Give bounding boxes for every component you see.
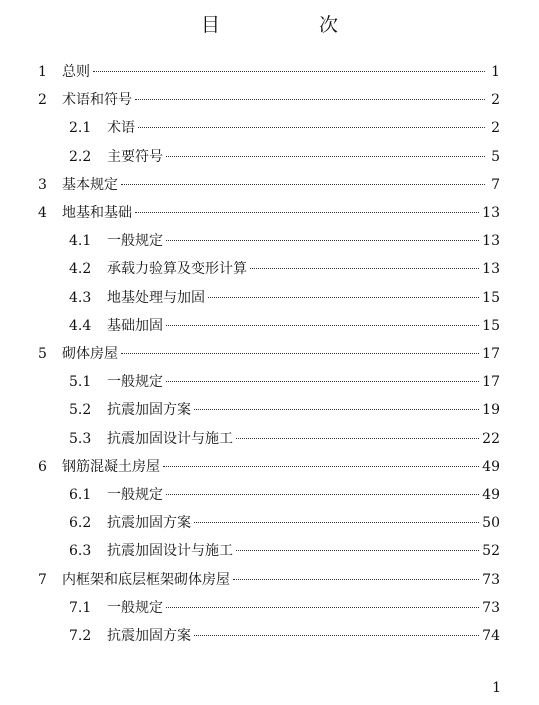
dot-leader [138,126,485,128]
toc-entry-label: 抗震加固方案 [107,628,191,644]
toc-entry-number: 4.3 [69,289,92,306]
toc-entry-label: 抗震加固设计与施工 [107,430,233,447]
toc-entry-number: 1 [38,64,47,80]
toc-entry[interactable] [69,429,500,449]
toc-entry-number: 7.1 [69,599,92,616]
toc-entry-label: 主要符号 [107,148,163,165]
toc-entry[interactable] [69,288,500,308]
toc-entry-page: 1 [491,64,500,80]
toc-entry-label: 基础加固 [107,317,163,334]
toc-entry-label: 抗震加固方案 [107,515,191,532]
dot-leader [166,324,479,326]
page-title: 目 次 [200,14,378,36]
toc-entry-page: 17 [482,374,500,391]
dot-leader [236,437,479,439]
toc-entry-number: 6.1 [69,487,92,503]
toc-entry-label: 内框架和底层框架砌体房屋 [62,571,230,588]
toc-entry-number: 4.1 [69,233,92,250]
toc-entry-number: 5.3 [69,430,92,447]
toc-entry-label: 基本规定 [62,176,118,193]
dot-leader [166,493,479,495]
toc-entry-number: 2.2 [69,148,92,165]
toc-entry-number: 4.2 [69,261,92,278]
toc-entry[interactable] [69,372,500,392]
toc-entry[interactable] [69,118,500,138]
toc-entry[interactable] [38,203,500,223]
toc-entry-page: 52 [482,543,500,560]
dot-leader [233,578,479,580]
toc-entry[interactable] [69,485,500,505]
toc-entry-page: 49 [482,487,500,503]
dot-leader [208,296,479,298]
dot-leader [121,352,479,354]
toc-entry[interactable] [38,344,500,364]
toc-entry-number: 6.3 [69,543,92,560]
toc-entry-label: 一般规定 [107,374,163,391]
toc-entry-page: 13 [482,261,500,278]
toc-entry-number: 2 [38,92,47,109]
toc-entry-page: 50 [482,515,500,532]
dot-leader [194,521,479,523]
toc-entry-page: 2 [491,92,500,109]
toc-entry-number: 6 [38,458,47,475]
toc-entry-number: 2.1 [69,120,92,137]
dot-leader [166,380,479,382]
toc-entry-label: 一般规定 [107,599,163,616]
dot-leader [93,70,485,72]
toc-entry[interactable] [69,316,500,336]
toc-entry-label: 承载力验算及变形计算 [107,261,247,278]
toc-entry[interactable] [69,259,500,279]
toc-entry-page: 13 [482,233,500,250]
toc-entry-page: 73 [482,571,500,588]
toc-entry[interactable] [38,175,500,195]
dot-leader [166,606,479,608]
toc-entry-page: 19 [482,402,500,419]
toc-entry[interactable] [38,457,500,477]
dot-leader [121,183,485,185]
toc-entry-page: 13 [482,205,500,221]
toc-entry-page: 73 [482,599,500,616]
toc-entry-label: 地基和基础 [62,205,132,221]
dot-leader [135,211,479,213]
toc-entry-page: 74 [482,628,500,644]
toc-entry[interactable] [38,570,500,590]
toc-entry-label: 抗震加固方案 [107,402,191,419]
dot-leader [135,98,485,100]
toc-entry-number: 5.1 [69,374,92,391]
toc-entry-number: 7 [38,571,47,588]
toc-entry-label: 地基处理与加固 [107,289,205,306]
toc-entry-label: 术语和符号 [62,92,132,109]
toc-entry-number: 6.2 [69,515,92,532]
toc-entry-page: 2 [491,120,500,137]
dot-leader [250,267,479,269]
toc-entry[interactable] [69,147,500,167]
toc-entry-page: 15 [482,289,500,306]
dot-leader [236,549,479,551]
dot-leader [166,239,479,241]
toc-entry-label: 一般规定 [107,487,163,503]
toc-entry[interactable] [69,513,500,533]
toc-entry-number: 4.4 [69,317,92,334]
dot-leader [163,465,479,467]
dot-leader [194,408,479,410]
toc-entry-number: 5 [38,346,47,362]
toc-entry-page: 22 [482,430,500,447]
toc-entry-number: 7.2 [69,628,92,644]
toc-entry-label: 抗震加固设计与施工 [107,543,233,560]
toc-entry-page: 49 [482,458,500,475]
toc-entry-page: 7 [491,176,500,193]
toc-entry-label: 总则 [62,64,90,80]
toc-entry-label: 一般规定 [107,233,163,250]
toc-entry-page: 17 [482,346,500,362]
toc-entry[interactable] [69,231,500,251]
page-number: 1 [492,680,501,696]
toc-entry-label: 钢筋混凝土房屋 [62,458,160,475]
toc-entry-number: 4 [38,205,47,221]
toc-entry-number: 3 [38,176,47,193]
toc-entry[interactable] [69,626,500,646]
toc-entry[interactable] [38,62,500,82]
toc-entry[interactable] [69,598,500,618]
toc-entry-label: 砌体房屋 [62,346,118,362]
toc-entry-page: 5 [491,148,500,165]
toc-entry[interactable] [38,90,500,110]
toc-entry-page: 15 [482,317,500,334]
dot-leader [194,634,479,636]
dot-leader [166,155,485,157]
toc-entry[interactable] [69,541,500,561]
toc-entry[interactable] [69,400,500,420]
toc-entry-label: 术语 [107,120,135,137]
toc-entry-number: 5.2 [69,402,92,419]
